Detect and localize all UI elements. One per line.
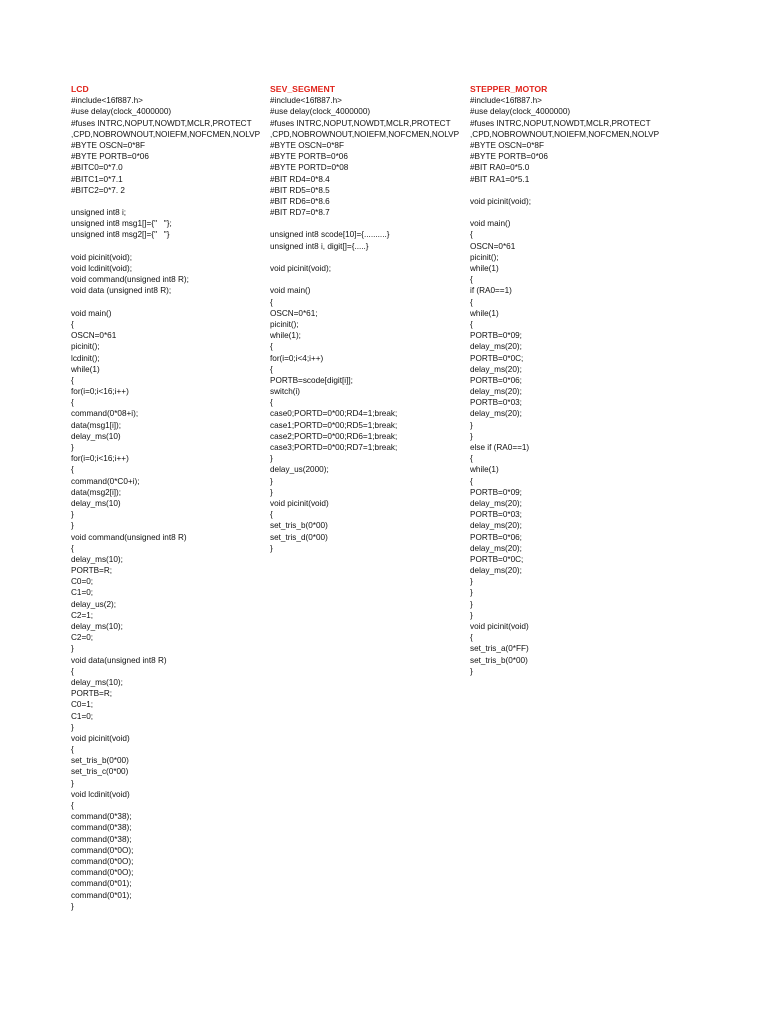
- code-line: set_tris_a(0*FF): [470, 644, 529, 654]
- code-line: [71, 196, 261, 207]
- code-line: {: [71, 801, 74, 810]
- code-line: C2=1;: [71, 610, 94, 620]
- code-line: void main(): [270, 286, 311, 296]
- code-line: command(0*0O);: [71, 856, 134, 866]
- code-line: delay_ms(10);: [71, 677, 123, 687]
- code-line: case2;PORTD=0*00;RD6=1;break;: [270, 431, 398, 441]
- code-line: for(i=0;i<16;i++): [71, 387, 129, 397]
- code-line: {: [71, 319, 74, 329]
- code-line: command(0*01);: [71, 890, 132, 900]
- code-line: delay_us(2000);: [270, 465, 329, 475]
- code-line: set_tris_d(0*00): [270, 532, 328, 542]
- code-line: command(0*38);: [71, 823, 132, 833]
- code-line: command(0*01);: [71, 879, 132, 889]
- code-line: {: [470, 633, 473, 643]
- code-line: {: [71, 666, 74, 676]
- code-line: while(1): [470, 308, 499, 318]
- code-line: }: [71, 443, 74, 452]
- code-line: set_tris_b(0*00): [71, 756, 129, 766]
- code-line: PORTB=0*06;: [470, 532, 522, 542]
- code-line: for(i=0;i<4;i++): [270, 353, 324, 363]
- code-line: delay_ms(10);: [71, 622, 123, 631]
- code-line: }: [270, 476, 273, 486]
- code-line: {: [71, 398, 74, 408]
- code-line: #BITC2=0*7. 2: [71, 185, 125, 195]
- code-line: {: [270, 297, 273, 307]
- code-block-lcd: [71, 95, 261, 912]
- code-line: C2=0;: [71, 633, 94, 643]
- code-line: delay_ms(20);: [470, 342, 522, 352]
- code-line: delay_us(2);: [71, 599, 117, 609]
- code-line: #BIT RA1=0*5.1: [470, 174, 530, 184]
- column-sev-segment: [270, 84, 460, 554]
- code-line: delay_ms(20);: [470, 521, 522, 531]
- code-line: PORTB=scode[digit[i]];: [270, 375, 353, 385]
- code-line: delay_ms(10): [71, 431, 121, 441]
- code-line: C0=0;: [71, 577, 94, 587]
- code-line: }: [470, 431, 473, 441]
- code-line: command(0*0O);: [71, 845, 134, 855]
- code-line: }: [71, 901, 74, 911]
- code-line: void main(): [71, 308, 112, 318]
- code-line: unsigned int8 msg1[]={" "};: [71, 219, 172, 229]
- code-line: #include<16f887.h>: [270, 96, 342, 106]
- code-line: }: [71, 778, 74, 788]
- code-line: command(0*38);: [71, 834, 132, 844]
- code-line: }: [71, 521, 74, 531]
- code-line: #use delay(clock_4000000): [270, 107, 371, 117]
- code-line: {: [270, 398, 273, 408]
- code-line: while(1): [470, 465, 499, 475]
- code-line: #BIT RD5=0*8.5: [270, 185, 330, 195]
- code-line: #include<16f887.h>: [71, 96, 143, 106]
- code-line: #fuses INTRC,NOPUT,NOWDT,MCLR,PROTECT: [470, 118, 651, 128]
- code-line: command(0*C0+i);: [71, 476, 140, 486]
- code-line: {: [470, 476, 473, 486]
- code-line: #BIT RD6=0*8.6: [270, 196, 330, 206]
- code-line: unsigned int8 msg2[]={" "}: [71, 230, 170, 240]
- code-line: data(msg1[i]);: [71, 420, 122, 430]
- code-line: {: [71, 465, 74, 475]
- code-line: PORTB=0*09;: [470, 487, 522, 497]
- code-line: void picinit(void): [270, 498, 329, 508]
- code-line: delay_ms(20);: [470, 387, 522, 397]
- code-line: }: [470, 610, 473, 620]
- code-line: while(1): [470, 264, 499, 273]
- code-line: void picinit(void): [470, 622, 529, 631]
- code-line: #BYTE OSCN=0*8F: [270, 140, 344, 150]
- code-line: OSCN=0*61: [71, 331, 117, 341]
- code-line: ,CPD,NOBROWNOUT,NOIEFM,NOFCMEN,NOLVP: [71, 129, 261, 139]
- code-line: PORTB=0*09;: [470, 331, 522, 341]
- code-line: PORTB=0*03;: [470, 510, 522, 520]
- code-line: void picinit(void);: [470, 196, 531, 206]
- code-line: lcdinit();: [71, 353, 100, 363]
- code-line: #BITC1=0*7.1: [71, 174, 123, 184]
- code-line: }: [470, 420, 473, 430]
- code-line: void main(): [470, 219, 511, 229]
- code-line: {: [470, 297, 473, 307]
- code-line: void picinit(void);: [270, 264, 331, 273]
- code-line: delay_ms(10);: [71, 554, 123, 564]
- code-line: #BYTE PORTD=0*08: [270, 163, 349, 173]
- code-line: if (RA0==1): [470, 286, 512, 296]
- section-title-lcd: LCD: [71, 84, 89, 94]
- code-line: delay_ms(20);: [470, 566, 522, 576]
- code-line: ,CPD,NOBROWNOUT,NOIEFM,NOFCMEN,NOLVP: [270, 129, 460, 139]
- code-line: delay_ms(10): [71, 498, 121, 508]
- code-block-stepper-motor: [470, 95, 660, 677]
- code-line: delay_ms(20);: [470, 498, 522, 508]
- code-line: else if (RA0==1): [470, 443, 530, 452]
- code-line: C1=0;: [71, 711, 94, 721]
- code-line: [470, 185, 660, 196]
- code-line: void lcdinit(void);: [71, 264, 132, 273]
- code-line: [470, 207, 660, 218]
- column-lcd: [71, 84, 261, 912]
- code-line: case1;PORTD=0*00;RD5=1;break;: [270, 420, 398, 430]
- code-line: {: [71, 745, 74, 755]
- code-line: data(msg2[i]);: [71, 487, 122, 497]
- code-line: #BIT RA0=0*5.0: [470, 163, 530, 173]
- code-line: #BITC0=0*7.0: [71, 163, 123, 173]
- code-line: #fuses INTRC,NOPUT,NOWDT,MCLR,PROTECT: [270, 118, 451, 128]
- code-line: PORTB=R;: [71, 689, 113, 699]
- code-line: unsigned int8 i;: [71, 208, 127, 218]
- code-line: {: [270, 510, 273, 520]
- code-line: command(0*08+i);: [71, 409, 139, 419]
- section-title-stepper-motor: STEPPER_MOTOR: [470, 84, 548, 94]
- code-line: #BYTE PORTB=0*06: [470, 152, 548, 162]
- code-line: case0;PORTD=0*00;RD4=1;break;: [270, 409, 398, 419]
- code-line: {: [71, 375, 74, 385]
- code-line: }: [470, 577, 473, 587]
- code-line: #BYTE OSCN=0*8F: [71, 140, 145, 150]
- code-line: [71, 241, 261, 252]
- code-line: while(1);: [270, 331, 301, 341]
- code-line: }: [71, 644, 74, 654]
- code-line: delay_ms(20);: [470, 543, 522, 553]
- code-line: PORTB=0*06;: [470, 375, 522, 385]
- code-line: set_tris_c(0*00): [71, 767, 129, 777]
- code-line: [270, 252, 460, 263]
- code-line: {: [470, 275, 473, 285]
- code-line: case3;PORTD=0*00;RD7=1;break;: [270, 443, 398, 452]
- code-line: picinit();: [270, 319, 299, 329]
- code-line: }: [270, 454, 273, 464]
- code-line: C0=1;: [71, 700, 94, 710]
- code-line: #fuses INTRC,NOPUT,NOWDT,MCLR,PROTECT: [71, 118, 252, 128]
- code-line: picinit();: [71, 342, 100, 352]
- code-line: void data(unsigned int8 R): [71, 655, 167, 665]
- code-line: set_tris_b(0*00): [470, 655, 528, 665]
- code-line: {: [470, 454, 473, 464]
- code-line: {: [270, 364, 273, 374]
- code-line: #include<16f887.h>: [470, 96, 542, 106]
- code-line: void picinit(void): [71, 733, 130, 743]
- code-line: OSCN=0*61;: [270, 308, 318, 318]
- code-line: #use delay(clock_4000000): [470, 107, 571, 117]
- code-line: #BIT RD4=0*8.4: [270, 174, 330, 184]
- code-block-sev-segment: [270, 95, 460, 554]
- code-line: [270, 274, 460, 285]
- code-line: delay_ms(20);: [470, 409, 522, 419]
- code-line: #BIT RD7=0*8.7: [270, 208, 330, 218]
- code-line: set_tris_b(0*00): [270, 521, 328, 531]
- code-line: }: [270, 543, 273, 553]
- code-line: {: [270, 342, 273, 352]
- code-line: OSCN=0*61: [470, 241, 516, 251]
- code-line: {: [470, 319, 473, 329]
- code-line: void command(unsigned int8 R): [71, 532, 187, 542]
- code-line: void lcdinit(void): [71, 789, 130, 799]
- code-line: [270, 218, 460, 229]
- code-line: switch(i): [270, 387, 301, 397]
- code-line: void data (unsigned int8 R);: [71, 286, 172, 296]
- code-line: #BYTE PORTB=0*06: [270, 152, 348, 162]
- code-line: unsigned int8 scode[10]={..........}: [270, 230, 390, 240]
- code-line: #BYTE OSCN=0*8F: [470, 140, 544, 150]
- code-line: }: [71, 510, 74, 520]
- code-line: unsigned int8 i, digit[]={.....}: [270, 241, 369, 251]
- code-line: C1=0;: [71, 588, 94, 598]
- column-stepper-motor: [470, 84, 660, 677]
- code-line: {: [470, 230, 473, 240]
- code-line: }: [270, 487, 273, 497]
- code-line: PORTB=R;: [71, 566, 113, 576]
- code-line: for(i=0;i<16;i++): [71, 454, 129, 464]
- code-line: }: [470, 599, 473, 609]
- code-line: }: [71, 722, 74, 732]
- code-line: command(0*0O);: [71, 868, 134, 878]
- code-line: picinit();: [470, 252, 499, 262]
- code-line: [71, 297, 261, 308]
- code-line: }: [470, 666, 473, 676]
- code-line: void picinit(void);: [71, 252, 132, 262]
- code-line: #use delay(clock_4000000): [71, 107, 172, 117]
- code-line: PORTB=0*03;: [470, 398, 522, 408]
- code-line: {: [71, 543, 74, 553]
- code-line: PORTB=0*0C;: [470, 353, 524, 363]
- code-line: #BYTE PORTB=0*06: [71, 152, 149, 162]
- code-line: delay_ms(20);: [470, 364, 522, 374]
- code-line: while(1): [71, 364, 100, 374]
- section-title-sev-segment: SEV_SEGMENT: [270, 84, 336, 94]
- code-line: ,CPD,NOBROWNOUT,NOIEFM,NOFCMEN,NOLVP: [470, 129, 660, 139]
- code-line: void command(unsigned int8 R);: [71, 275, 189, 285]
- code-line: }: [470, 588, 473, 598]
- code-line: command(0*38);: [71, 812, 132, 822]
- code-line: PORTB=0*0C;: [470, 554, 524, 564]
